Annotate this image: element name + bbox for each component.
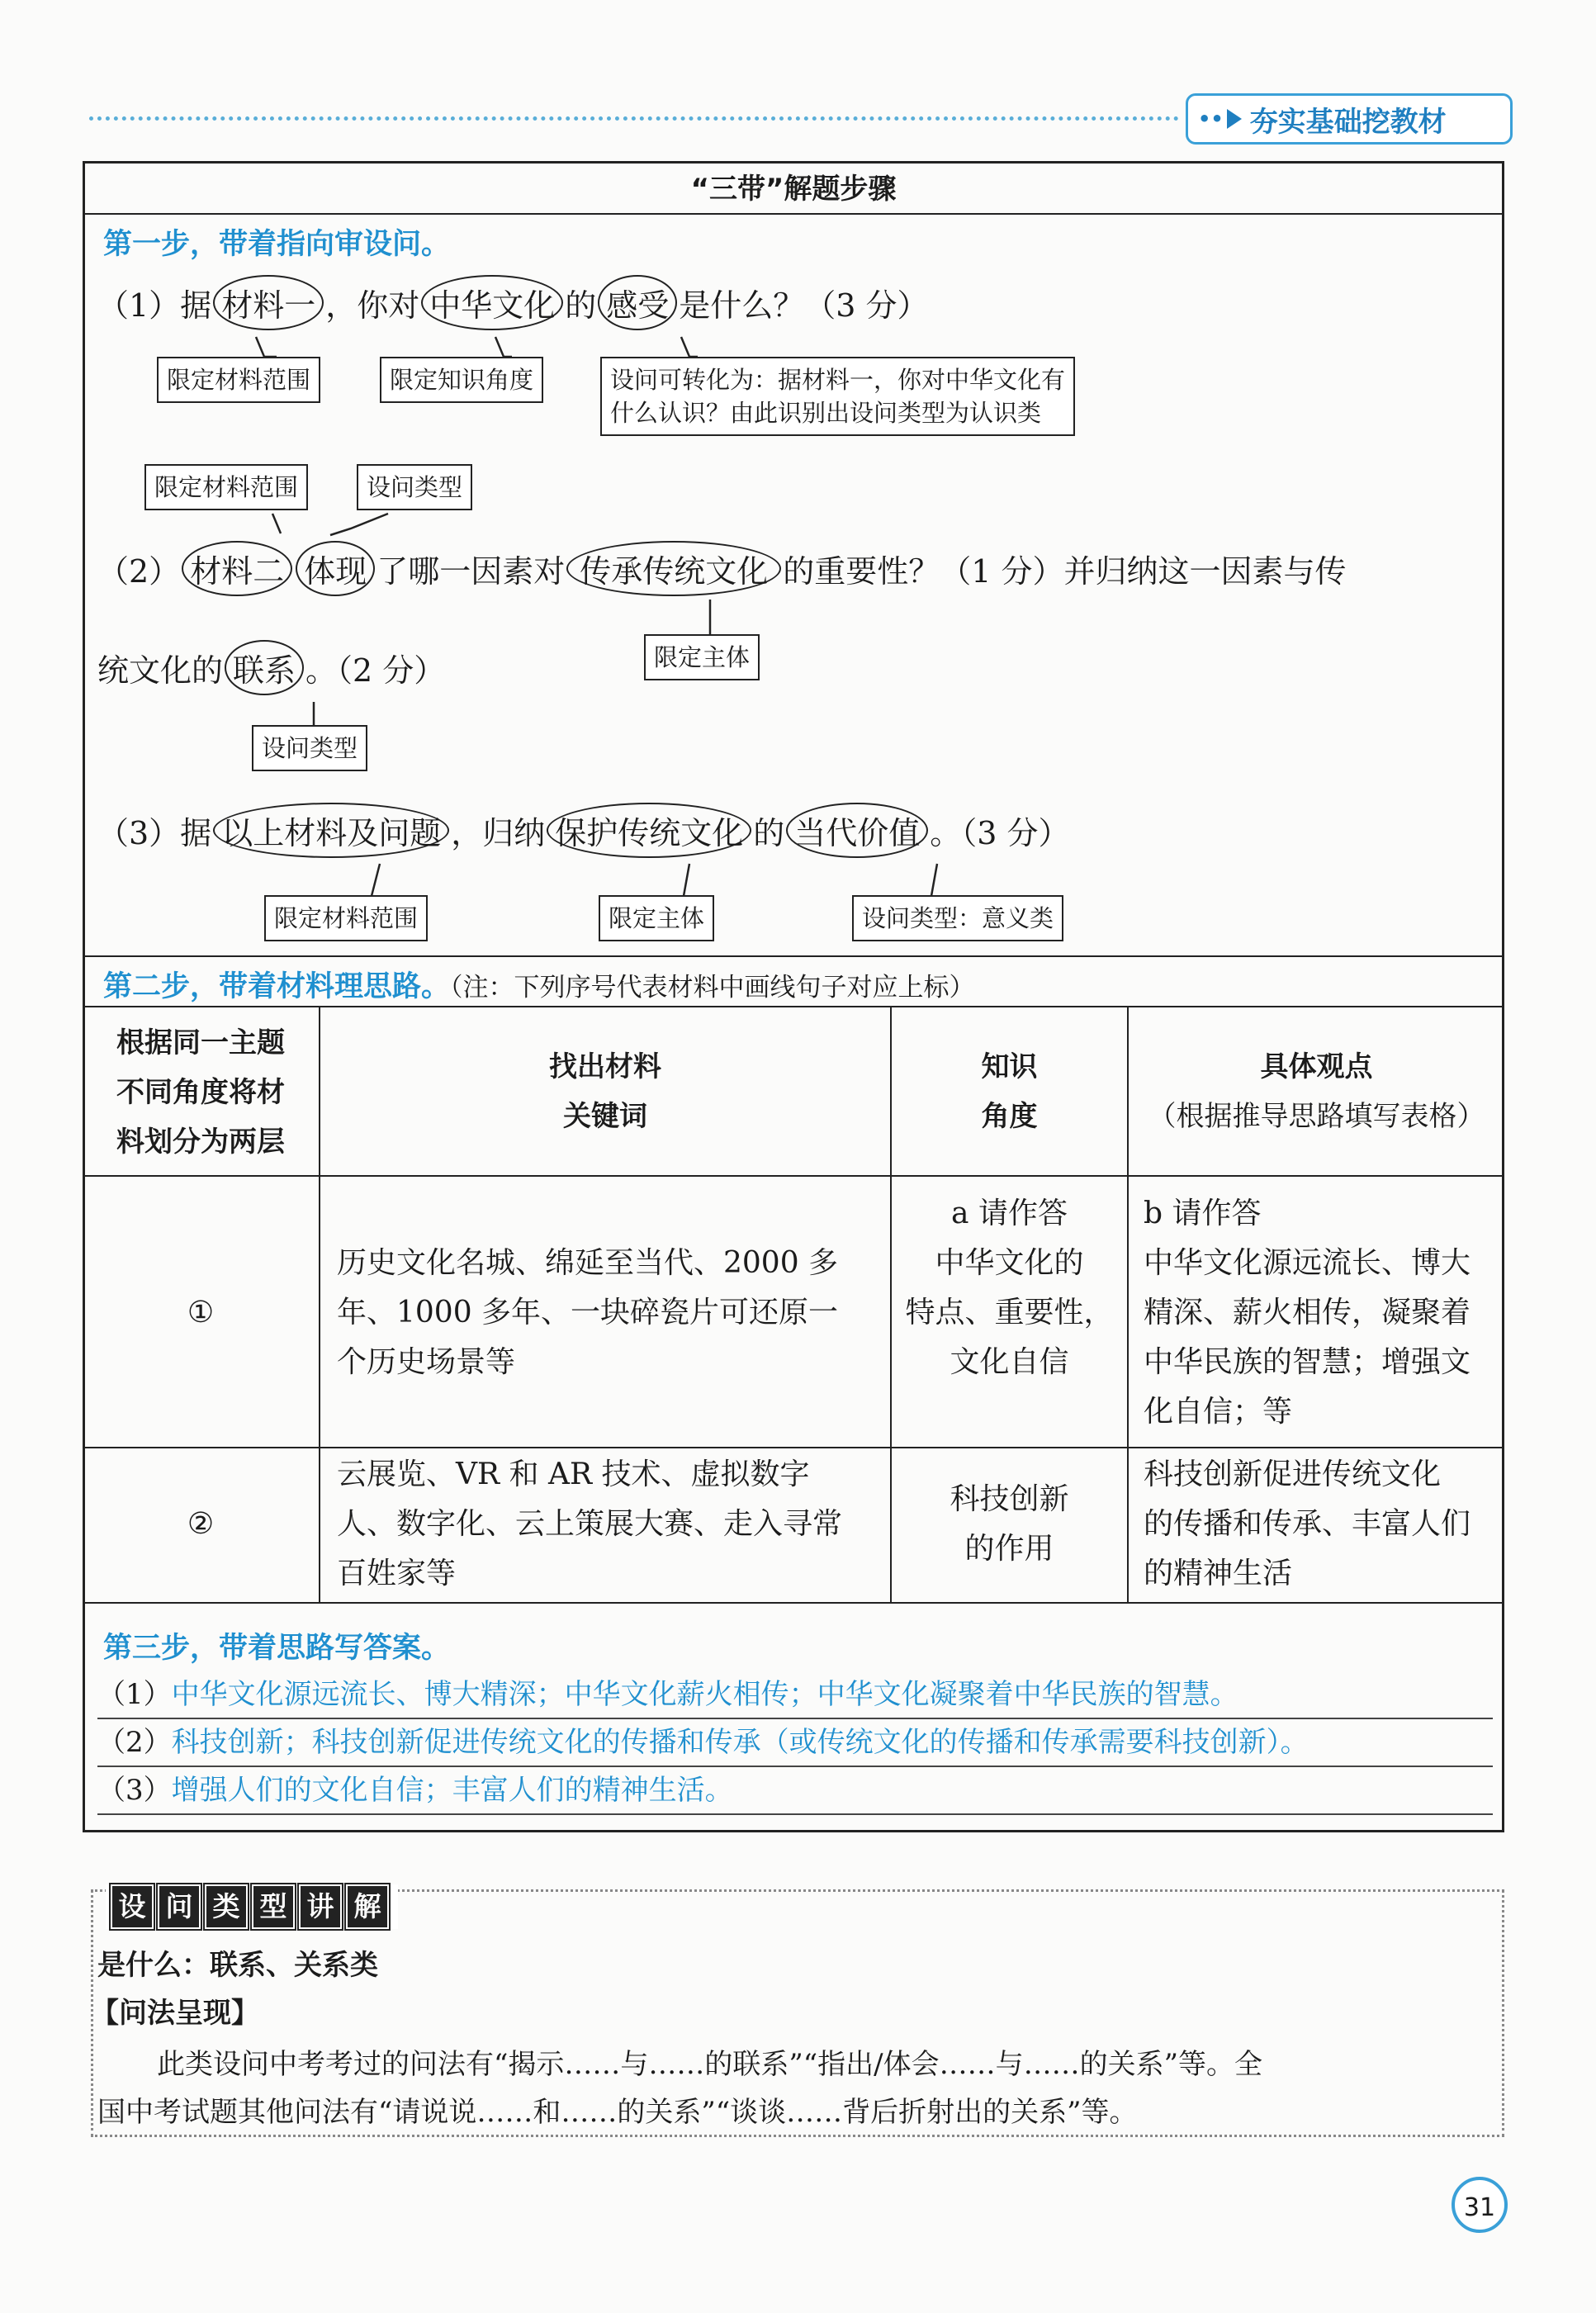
th-line: 角度 <box>981 1100 1038 1133</box>
answer-label: （1） <box>97 1678 172 1711</box>
q1-note-line: 什么认识？由此识别出设问类型为认识类 <box>610 399 1042 427</box>
row1-keywords <box>337 1239 882 1387</box>
q1-circle-culture: 中华文化 <box>421 275 563 330</box>
th-line: 具体观点 <box>1260 1050 1373 1083</box>
cell-line: 的精神生活 <box>1144 1557 1293 1590</box>
q2-box-question-type: 设问类型 <box>357 464 472 510</box>
th-views <box>1129 1042 1504 1141</box>
q1-conversion-note <box>600 357 1075 436</box>
th-line: 知识 <box>981 1050 1038 1083</box>
section-subtitle: 是什么：联系、关系类 <box>97 1949 378 1982</box>
cell-line: 中华文化源远流长、博大 <box>1144 1246 1471 1280</box>
cell-line: 百姓家等 <box>337 1557 457 1590</box>
answer-label: （2） <box>97 1726 172 1759</box>
row2-views <box>1144 1450 1499 1599</box>
tag-dots-icon: •• <box>1198 107 1224 130</box>
answer-text: 增强人们的文化自信；丰富人们的精神生活。 <box>171 1774 733 1807</box>
cell-line: b 请作答 <box>1144 1197 1262 1230</box>
badge-char: 类 <box>205 1884 248 1929</box>
badge-char: 问 <box>158 1884 201 1929</box>
answer-text: 科技创新；科技创新促进传统文化的传播和传承（或传统文化的传播和传承需要科技创新）。 <box>171 1726 1309 1759</box>
answer-label: （3） <box>97 1774 172 1807</box>
q3-circle-protect: 保护传统文化 <box>547 803 751 858</box>
table-row-border <box>83 1175 1504 1177</box>
table-bottom-border <box>83 1602 1504 1604</box>
answer-text: 中华文化源远流长、博大精深；中华文化薪火相传；中华文化凝聚着中华民族的智慧。 <box>171 1678 1238 1711</box>
connector <box>931 864 937 896</box>
cell-line: 人、数字化、云上策展大赛、走入寻常 <box>337 1507 843 1541</box>
connector <box>272 514 281 533</box>
tag-text: 夯实基础挖教材 <box>1249 105 1447 139</box>
step2-heading-text: 第二步，带着材料理思路。 <box>103 970 451 1003</box>
cell-line: 历史文化名城、绵延至当代、2000 多 <box>337 1246 839 1280</box>
q2-box-subject: 限定主体 <box>644 634 760 680</box>
row1-angle <box>892 1189 1127 1387</box>
q3-box-material-scope: 限定材料范围 <box>264 895 428 941</box>
q2-box-material-scope: 限定材料范围 <box>144 464 308 510</box>
q3-box-type: 设问类型：意义类 <box>852 895 1063 941</box>
cell-line: 个历史场景等 <box>337 1345 516 1379</box>
q2-circle-inherit: 传承传统文化 <box>566 541 781 596</box>
table-top-border <box>83 1006 1504 1007</box>
connector <box>681 337 698 357</box>
q1-text: 的 <box>565 287 597 324</box>
th-layers <box>83 1018 319 1167</box>
step2-note: （注：下列序号代表材料中画线句子对应上标） <box>450 973 975 1002</box>
q2-text: 的重要性？（1 分）并归纳这一因素与传 <box>783 553 1347 590</box>
badge-char: 解 <box>346 1884 389 1929</box>
section-para-line2: 国中考试题其他问法有“请说说……和……的关系”“谈谈……背后折射出的关系”等。 <box>97 2096 1138 2129</box>
q2b-circle-link: 联系 <box>225 640 304 695</box>
connector <box>330 514 388 535</box>
row2-angle <box>892 1475 1127 1574</box>
cell-line: 特点、重要性， <box>905 1296 1114 1330</box>
cell-line: 的传播和传承、丰富人们 <box>1144 1507 1471 1541</box>
q1-box-knowledge-angle: 限定知识角度 <box>380 357 543 403</box>
th-line: 找出材料 <box>549 1050 661 1083</box>
q1-text: 是什么？（3 分） <box>679 287 929 324</box>
th-line: 根据同一主题 <box>116 1026 285 1059</box>
row1-num: ① <box>187 1296 215 1330</box>
question-2-cont <box>97 640 445 695</box>
q1-circle-material: 材料一 <box>213 275 324 330</box>
q3-text: 。（3 分） <box>930 815 1070 851</box>
connector <box>256 337 277 357</box>
q3-text: 的 <box>753 815 785 851</box>
frame-title: “三带”解题步骤 <box>690 173 897 206</box>
section-para-line1: 此类设问中考考过的问法有“揭示……与……的联系”“指出/体会……与……的关系”等。全 <box>157 2048 1262 2081</box>
page-number: 31 <box>1452 2177 1508 2233</box>
answer-3 <box>97 1768 1493 1815</box>
badge-char: 型 <box>252 1884 295 1929</box>
th-line: 不同角度将材 <box>116 1076 285 1109</box>
row1-views <box>1144 1189 1499 1437</box>
q1-box-material-scope: 限定材料范围 <box>157 357 320 403</box>
cell-line: 的作用 <box>964 1532 1054 1566</box>
step1-heading: 第一步，带着指向审设问。 <box>103 228 451 261</box>
q3-circle-scope: 以上材料及问题 <box>213 803 449 858</box>
badge-char: 设 <box>111 1884 154 1929</box>
step3-heading: 第三步，带着思路写答案。 <box>103 1632 451 1665</box>
connector <box>495 337 512 357</box>
th-keywords <box>320 1042 890 1141</box>
connector <box>372 864 380 896</box>
q1-circle-feeling: 感受 <box>598 275 677 330</box>
section-label: 【问法呈现】 <box>91 1997 259 2030</box>
step2-heading <box>103 964 975 1005</box>
cell-line: 文化自信 <box>950 1345 1069 1379</box>
q3-box-subject: 限定主体 <box>599 895 714 941</box>
q2-text: 了哪一因素对 <box>377 553 566 590</box>
cell-line: a 请作答 <box>951 1197 1068 1230</box>
q2b-text: 。（2 分） <box>305 652 446 689</box>
q2b-text: 统文化的 <box>97 652 224 689</box>
cell-line: 精深、薪火相传，凝聚着 <box>1144 1296 1471 1330</box>
q3-circle-value: 当代价值 <box>786 803 928 858</box>
q1-prefix: （1）据 <box>97 287 212 324</box>
answer-1 <box>97 1672 1493 1719</box>
q2-prefix: （2） <box>97 553 181 590</box>
cell-line: 中华文化的 <box>935 1246 1084 1280</box>
q3-prefix: （3）据 <box>97 815 212 851</box>
q1-note-line: 设问可转化为：据材料一，你对中华文化有 <box>610 366 1066 394</box>
row2-num: ② <box>187 1507 215 1541</box>
answer-2 <box>97 1720 1493 1767</box>
cell-line: 化自信；等 <box>1144 1395 1293 1429</box>
cell-line: 云展览、VR 和 AR 技术、虚拟数字 <box>337 1457 810 1491</box>
q3-text: ，归纳 <box>451 815 546 851</box>
row2-keywords <box>337 1450 882 1599</box>
connector <box>684 864 689 896</box>
q2-box-question-type-2: 设问类型 <box>252 725 367 771</box>
table-row-border <box>83 1447 1504 1448</box>
question-2 <box>97 541 1347 596</box>
q1-text: ，你对 <box>325 287 420 324</box>
badge-char: 讲 <box>299 1884 342 1929</box>
divider <box>83 955 1504 957</box>
cell-line: 年、1000 多年、一块碎瓷片可还原一 <box>337 1296 839 1330</box>
cell-line: 中华民族的智慧；增强文 <box>1144 1345 1471 1379</box>
th-line: （根据推导思路填写表格） <box>1148 1100 1485 1133</box>
th-line: 料划分为两层 <box>116 1126 285 1159</box>
q2-circle-reflect: 体现 <box>296 541 375 596</box>
cell-line: 科技创新促进传统文化 <box>1144 1457 1442 1491</box>
question-3 <box>97 803 1070 858</box>
th-line: 关键词 <box>563 1100 647 1133</box>
cell-line: 科技创新 <box>950 1482 1069 1516</box>
q2-circle-material: 材料二 <box>182 541 292 596</box>
th-angle <box>892 1042 1127 1141</box>
section-badge <box>106 1884 398 1929</box>
